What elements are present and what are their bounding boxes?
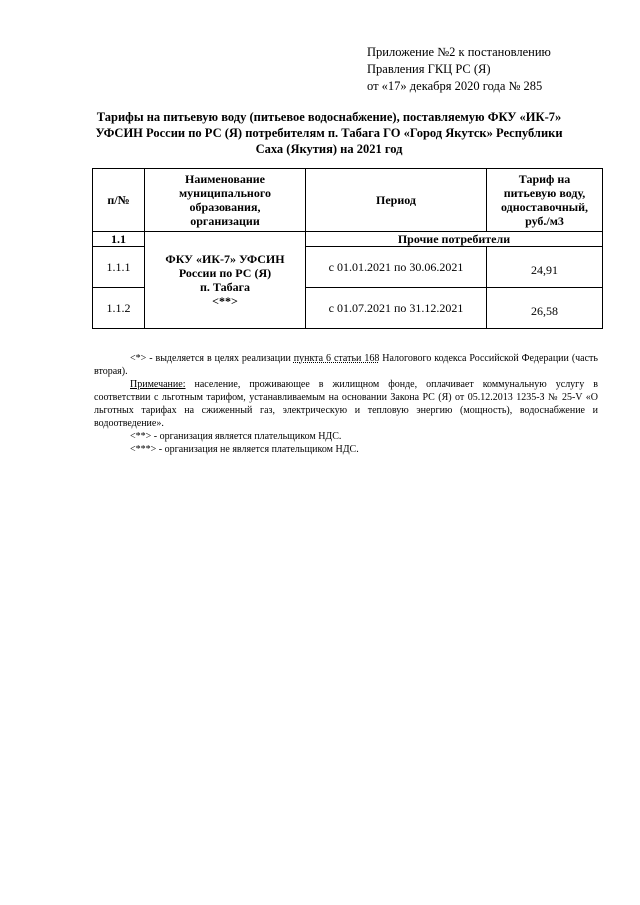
footnote-1-before: - выделяется в целях реализации xyxy=(146,353,294,364)
footnote-2: <**> - организация является плательщиком НДС. xyxy=(130,431,342,442)
footnote-1-after: Налогового кодекса Российской Федерации (часть вторая). xyxy=(94,353,598,377)
header-org-line: Наименование xyxy=(185,172,265,186)
row-num: 1.1.2 xyxy=(93,288,145,329)
footnote-1-mark: <*> xyxy=(130,353,147,364)
footnote-1 xyxy=(94,352,598,378)
appendix-line-1: Приложение №2 к постановлению xyxy=(367,45,551,59)
tax-code-link[interactable]: пункта 6 статьи 168 xyxy=(293,353,380,364)
appendix-line-3: от «17» декабря 2020 года № 285 xyxy=(367,79,543,93)
row-period: с 01.07.2021 по 31.12.2021 xyxy=(306,288,487,329)
note-text: население, проживающее в жилищном фонде, оплачивает коммунальную услугу в соответствии с льготным тарифом, устанавливаемым на основании Закона РС (Я) от 05.12.2013 1235-З № 25-V «О льготных тарифах на сжиженный газ, электрическую и тепловую энергию (мощность), водоснабжение и водоотведение». xyxy=(94,379,598,429)
header-tariff-line: питьевую воду, xyxy=(503,186,586,200)
header-num: п/№ xyxy=(93,169,145,232)
footnote-3: <***> - организация не является плательщиком НДС. xyxy=(130,444,359,455)
title-line-1: Тарифы на питьевую воду (питьевое водоснабжение), поставляемую ФКУ «ИК-7» xyxy=(96,110,562,124)
appendix-line-2: Правления ГКЦ РС (Я) xyxy=(367,62,491,76)
title-line-3: Саха (Якутия) на 2021 год xyxy=(255,142,403,156)
title-line-2: УФСИН России по РС (Я) потребителям п. Табага ГО «Город Якутск» Республики xyxy=(95,126,563,140)
organization-line: России по РС (Я) xyxy=(178,266,272,280)
note-label: Примечание: xyxy=(130,379,186,390)
header-period: Период xyxy=(306,169,487,232)
organization-line: п. Табага xyxy=(199,280,251,294)
header-organization xyxy=(145,169,306,232)
header-org-line: образования, xyxy=(189,200,261,214)
header-tariff xyxy=(487,169,603,232)
organization-cell xyxy=(145,232,306,329)
row-num: 1.1.1 xyxy=(93,247,145,288)
footnote-note xyxy=(94,378,598,430)
table-header-row xyxy=(93,169,603,232)
header-tariff-line: руб./м3 xyxy=(525,214,564,228)
organization-line: <**> xyxy=(212,294,238,308)
footnotes xyxy=(94,352,598,456)
group-label: Прочие потребители xyxy=(306,232,603,247)
group-num: 1.1 xyxy=(93,232,145,247)
row-period: с 01.01.2021 по 30.06.2021 xyxy=(306,247,487,288)
header-org-line: муниципального xyxy=(179,186,271,200)
row-tariff-value: 26,58 xyxy=(487,288,603,329)
appendix-block xyxy=(367,44,551,95)
header-tariff-line: одноставочный, xyxy=(500,200,589,214)
tariff-table xyxy=(92,168,603,329)
row-tariff-value: 24,91 xyxy=(487,247,603,288)
header-org-line: организации xyxy=(190,214,260,228)
document-title xyxy=(40,109,618,157)
group-row xyxy=(93,232,603,247)
organization-line: ФКУ «ИК-7» УФСИН xyxy=(165,252,285,266)
header-tariff-line: Тариф на xyxy=(518,172,571,186)
